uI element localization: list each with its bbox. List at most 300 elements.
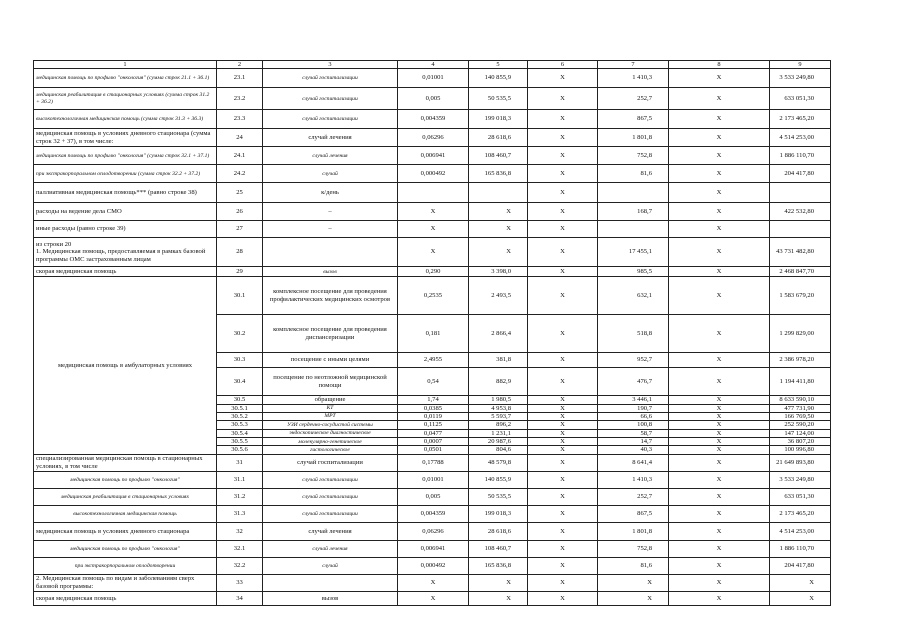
cell-col6: 100,8 [598, 421, 669, 429]
cell-col3 [398, 183, 469, 203]
cell-col6: 66,6 [598, 412, 669, 420]
column-number: 4 [398, 61, 469, 69]
row-number: 30.5.4 [217, 429, 263, 437]
cell-col8 [770, 183, 831, 203]
cell-col6: 1 410,3 [598, 471, 669, 488]
row-number: 24 [217, 129, 263, 147]
cell-col4: X [469, 221, 528, 238]
cell-col7: X [669, 368, 770, 396]
column-number: 8 [669, 61, 770, 69]
row-number: 31 [217, 454, 263, 471]
cell-col5: X [528, 165, 598, 183]
cell-col7: X [669, 315, 770, 353]
cell-col7: X [669, 429, 770, 437]
cell-col3: 0,17788 [398, 454, 469, 471]
row-unit: посещение по неотложной медицинской помощи [263, 368, 398, 396]
cell-col6: 985,5 [598, 267, 669, 277]
cell-col3: 0,0007 [398, 438, 469, 446]
cell-col4: 199 018,3 [469, 110, 528, 129]
cell-col3: 0,01001 [398, 471, 469, 488]
row-unit: посещение с иными целями [263, 353, 398, 368]
table-row [34, 591, 831, 605]
cell-col7: X [669, 522, 770, 540]
table-row [34, 147, 831, 165]
row-unit: случай госпитализации [263, 88, 398, 110]
cell-col8: 1 886 110,70 [770, 147, 831, 165]
row-name: медицинская реабилитация в стационарных условиях [34, 488, 217, 505]
cell-col6: 476,7 [598, 368, 669, 396]
cell-col7: X [669, 404, 770, 412]
cell-col5: X [528, 267, 598, 277]
cell-col4: 5 593,7 [469, 412, 528, 420]
row-unit [263, 238, 398, 267]
cell-col7: X [669, 471, 770, 488]
tariff-table [33, 60, 831, 606]
cell-col4: 48 579,8 [469, 454, 528, 471]
row-name: высокотехнологичная медицинская помощь (сумма строк 31.3 + 36.3) [34, 110, 217, 129]
cell-col3: 0,005 [398, 88, 469, 110]
cell-col3: 2,4955 [398, 353, 469, 368]
cell-col8: 3 533 249,80 [770, 471, 831, 488]
cell-col4: X [469, 238, 528, 267]
cell-col8: 1 299 829,00 [770, 315, 831, 353]
cell-col7: X [669, 591, 770, 605]
row-unit: случай [263, 165, 398, 183]
cell-col4: 896,2 [469, 421, 528, 429]
cell-col7: X [669, 88, 770, 110]
column-number: 2 [217, 61, 263, 69]
row-number: 24.2 [217, 165, 263, 183]
cell-col8: 147 124,00 [770, 429, 831, 437]
column-number: 5 [469, 61, 528, 69]
row-number: 30.1 [217, 277, 263, 315]
cell-col3: 0,1125 [398, 421, 469, 429]
cell-col7: X [669, 540, 770, 557]
cell-col8: X [770, 591, 831, 605]
cell-col6: 40,3 [598, 446, 669, 454]
cell-col7: X [669, 221, 770, 238]
row-unit: комплексное посещение для проведения профилактических медицинских осмотров [263, 277, 398, 315]
cell-col8: 8 633 590,10 [770, 396, 831, 404]
cell-col6: 17 455,1 [598, 238, 669, 267]
cell-col6: 752,8 [598, 540, 669, 557]
cell-col8: X [770, 574, 831, 591]
row-number: 28 [217, 238, 263, 267]
row-name: скорая медицинская помощь [34, 591, 217, 605]
cell-col3: 1,74 [398, 396, 469, 404]
column-number: 9 [770, 61, 831, 69]
cell-col4: 804,6 [469, 446, 528, 454]
cell-col5: X [528, 147, 598, 165]
cell-col8: 422 532,80 [770, 203, 831, 221]
cell-col8: 633 051,30 [770, 88, 831, 110]
cell-col3: 0,01001 [398, 69, 469, 88]
cell-col5: X [528, 488, 598, 505]
row-number: 30.5.2 [217, 412, 263, 420]
row-name: скорая медицинская помощь [34, 267, 217, 277]
row-name: при экстракорпоральном оплодотворении [34, 557, 217, 574]
cell-col7: X [669, 557, 770, 574]
cell-col5: X [528, 368, 598, 396]
cell-col4: X [469, 591, 528, 605]
cell-col8 [770, 221, 831, 238]
cell-col7: X [669, 446, 770, 454]
cell-col4: 50 535,5 [469, 488, 528, 505]
cell-col5: X [528, 183, 598, 203]
row-number: 33 [217, 574, 263, 591]
cell-col4: 2 493,5 [469, 277, 528, 315]
cell-col6: 3 446,1 [598, 396, 669, 404]
cell-col8: 204 417,80 [770, 557, 831, 574]
row-name: специализированная медицинская помощь в стационарных условиях, в том числе [34, 454, 217, 471]
row-number: 25 [217, 183, 263, 203]
cell-col7: X [669, 454, 770, 471]
table-row [34, 471, 831, 488]
cell-col7: X [669, 129, 770, 147]
row-name: при экстракорпоральном оплодотворении (сумма строк 32.2 + 37.2) [34, 165, 217, 183]
cell-col8: 2 468 847,70 [770, 267, 831, 277]
cell-col5: X [528, 110, 598, 129]
cell-col3: X [398, 238, 469, 267]
row-number: 23.1 [217, 69, 263, 88]
row-unit: вызов [263, 591, 398, 605]
cell-col5: X [528, 203, 598, 221]
cell-col4: 1 980,5 [469, 396, 528, 404]
cell-col4: 20 987,6 [469, 438, 528, 446]
cell-col4: 140 855,9 [469, 471, 528, 488]
cell-col7: X [669, 505, 770, 522]
row-unit: случай лечения [263, 129, 398, 147]
cell-col4: 108 460,7 [469, 540, 528, 557]
cell-col4: 28 618,6 [469, 522, 528, 540]
cell-col7: X [669, 396, 770, 404]
cell-col5: X [528, 505, 598, 522]
row-unit: гистологическое [263, 446, 398, 454]
table-row [34, 267, 831, 277]
cell-col4: 381,8 [469, 353, 528, 368]
row-number: 23.3 [217, 110, 263, 129]
cell-col5: X [528, 446, 598, 454]
column-number: 3 [263, 61, 398, 69]
cell-col3: 0,06296 [398, 522, 469, 540]
cell-col5: X [528, 396, 598, 404]
row-unit: УЗИ сердечно-сосудистой системы [263, 421, 398, 429]
row-name: 2. Медицинская помощь по видам и заболеваниям сверх базовой программы: [34, 574, 217, 591]
cell-col6: 81,6 [598, 165, 669, 183]
row-unit: случай госпитализации [263, 110, 398, 129]
cell-col5: X [528, 238, 598, 267]
cell-col5: X [528, 540, 598, 557]
row-unit: эндоскопическое диагностическое [263, 429, 398, 437]
row-unit [263, 574, 398, 591]
cell-col6: 1 801,8 [598, 129, 669, 147]
cell-col3: X [398, 221, 469, 238]
cell-col5: X [528, 454, 598, 471]
cell-col4: 50 535,5 [469, 88, 528, 110]
row-number: 30.5.6 [217, 446, 263, 454]
cell-col6: 867,5 [598, 505, 669, 522]
cell-col5: X [528, 129, 598, 147]
row-name: паллиативная медицинская помощь*** (равно строке 38) [34, 183, 217, 203]
cell-col4: 165 836,8 [469, 557, 528, 574]
cell-col6: X [598, 574, 669, 591]
cell-col8: 477 731,90 [770, 404, 831, 412]
cell-col4: 28 618,6 [469, 129, 528, 147]
cell-col8: 633 051,30 [770, 488, 831, 505]
column-number: 6 [528, 61, 598, 69]
cell-col3: 0,0477 [398, 429, 469, 437]
cell-col7: X [669, 203, 770, 221]
cell-col7: X [669, 438, 770, 446]
tariff-table-sheet [33, 60, 830, 606]
cell-col6: 952,7 [598, 353, 669, 368]
row-unit: вызов [263, 267, 398, 277]
table-row [34, 69, 831, 88]
cell-col3: 0,0385 [398, 404, 469, 412]
cell-col6: 252,7 [598, 488, 669, 505]
row-number: 30.4 [217, 368, 263, 396]
cell-col3: 0,000492 [398, 165, 469, 183]
row-number: 26 [217, 203, 263, 221]
row-number: 23.2 [217, 88, 263, 110]
table-row [34, 221, 831, 238]
row-name: медицинская помощь в условиях дневного стационара (сумма строк 32 + 37), в том числе: [34, 129, 217, 147]
cell-col8: 1 194 411,80 [770, 368, 831, 396]
row-unit: молекулярно-генетическое [263, 438, 398, 446]
row-number: 30.5.5 [217, 438, 263, 446]
cell-col6: 14,7 [598, 438, 669, 446]
cell-col8: 3 533 249,80 [770, 69, 831, 88]
cell-col3: 0,005 [398, 488, 469, 505]
cell-col7: X [669, 165, 770, 183]
cell-col6: 632,1 [598, 277, 669, 315]
cell-col8: 1 583 679,20 [770, 277, 831, 315]
row-unit: случай [263, 557, 398, 574]
column-number: 1 [34, 61, 217, 69]
row-number: 32 [217, 522, 263, 540]
table-row [34, 165, 831, 183]
cell-col8: 2 173 465,20 [770, 505, 831, 522]
row-number: 30.5 [217, 396, 263, 404]
table-row [34, 238, 831, 267]
row-unit: обращение [263, 396, 398, 404]
row-number: 34 [217, 591, 263, 605]
cell-col8: 100 996,80 [770, 446, 831, 454]
cell-col3: 0,2535 [398, 277, 469, 315]
row-name: медицинская помощь по профилю "онкология" [34, 471, 217, 488]
cell-col7: X [669, 421, 770, 429]
row-name: медицинская реабилитация в стационарных условиях (сумма строк 31.2 + 36.2) [34, 88, 217, 110]
row-name: иные расходы (равно строке 39) [34, 221, 217, 238]
table-row [34, 183, 831, 203]
table-row [34, 110, 831, 129]
table-row [34, 574, 831, 591]
row-name: из строки 20 1. Медицинская помощь, предоставляемая в рамках базовой программы ОМС застрахованным лицам [34, 238, 217, 267]
row-number: 30.5.1 [217, 404, 263, 412]
row-unit: к/день [263, 183, 398, 203]
cell-col5: X [528, 353, 598, 368]
cell-col5: X [528, 69, 598, 88]
cell-col7: X [669, 574, 770, 591]
cell-col5: X [528, 421, 598, 429]
table-row [34, 505, 831, 522]
row-number: 30.3 [217, 353, 263, 368]
row-unit: случай госпитализации [263, 471, 398, 488]
cell-col8: 252 590,20 [770, 421, 831, 429]
cell-col3: 0,004359 [398, 110, 469, 129]
cell-col7: X [669, 267, 770, 277]
cell-col3: 0,290 [398, 267, 469, 277]
table-row [34, 88, 831, 110]
cell-col8: 2 386 978,20 [770, 353, 831, 368]
cell-col4: 882,9 [469, 368, 528, 396]
cell-col7: X [669, 183, 770, 203]
cell-col8: 166 769,50 [770, 412, 831, 420]
row-unit: случай госпитализации [263, 69, 398, 88]
cell-col8: 36 807,20 [770, 438, 831, 446]
table-row [34, 540, 831, 557]
row-number: 31.2 [217, 488, 263, 505]
row-unit: случай лечения [263, 147, 398, 165]
row-name: расходы на ведение дела СМО [34, 203, 217, 221]
cell-col6 [598, 183, 669, 203]
cell-col8: 4 514 253,00 [770, 522, 831, 540]
cell-col4 [469, 183, 528, 203]
cell-col7: X [669, 238, 770, 267]
row-number: 32.1 [217, 540, 263, 557]
cell-col4: X [469, 574, 528, 591]
cell-col4: 1 231,1 [469, 429, 528, 437]
row-number: 27 [217, 221, 263, 238]
cell-col3: X [398, 574, 469, 591]
cell-col6: 81,6 [598, 557, 669, 574]
cell-col8: 204 417,80 [770, 165, 831, 183]
cell-col3: 0,181 [398, 315, 469, 353]
cell-col6: 867,5 [598, 110, 669, 129]
row-unit: комплексное посещение для проведения диспансеризации [263, 315, 398, 353]
table-row [34, 557, 831, 574]
row-number: 32.2 [217, 557, 263, 574]
cell-col6: 752,8 [598, 147, 669, 165]
row-number: 30.5.3 [217, 421, 263, 429]
row-unit: – [263, 221, 398, 238]
table-row [34, 203, 831, 221]
table-row [34, 488, 831, 505]
cell-col7: X [669, 110, 770, 129]
cell-col4: 140 855,9 [469, 69, 528, 88]
cell-col5: X [528, 574, 598, 591]
cell-col6: 168,7 [598, 203, 669, 221]
row-unit: случай лечения [263, 522, 398, 540]
ambulatory-label: медицинская помощь в амбулаторных условиях [34, 277, 217, 455]
cell-col3: 0,004359 [398, 505, 469, 522]
cell-col3: 0,006941 [398, 147, 469, 165]
cell-col5: X [528, 412, 598, 420]
cell-col8: 4 514 253,00 [770, 129, 831, 147]
column-number-row [34, 61, 831, 69]
row-number: 31.3 [217, 505, 263, 522]
cell-col7: X [669, 353, 770, 368]
row-name: высокотехнологичная медицинская помощь [34, 505, 217, 522]
cell-col6: 8 641,4 [598, 454, 669, 471]
cell-col3: 0,006941 [398, 540, 469, 557]
cell-col6 [598, 221, 669, 238]
cell-col5: X [528, 438, 598, 446]
cell-col7: X [669, 277, 770, 315]
cell-col6: 190,7 [598, 404, 669, 412]
cell-col4: 3 398,0 [469, 267, 528, 277]
cell-col6: X [598, 591, 669, 605]
cell-col5: X [528, 221, 598, 238]
cell-col8: 2 173 465,20 [770, 110, 831, 129]
cell-col8: 21 649 893,80 [770, 454, 831, 471]
row-unit: МРТ [263, 412, 398, 420]
cell-col3: X [398, 591, 469, 605]
cell-col5: X [528, 404, 598, 412]
cell-col7: X [669, 147, 770, 165]
row-number: 31.1 [217, 471, 263, 488]
cell-col5: X [528, 429, 598, 437]
column-number: 7 [598, 61, 669, 69]
row-number: 30.2 [217, 315, 263, 353]
cell-col3: 0,06296 [398, 129, 469, 147]
cell-col6: 518,8 [598, 315, 669, 353]
row-unit: случай госпитализации [263, 488, 398, 505]
table-row [34, 454, 831, 471]
cell-col6: 58,7 [598, 429, 669, 437]
cell-col5: X [528, 522, 598, 540]
cell-col5: X [528, 471, 598, 488]
cell-col3: 0,54 [398, 368, 469, 396]
cell-col3: 0,000492 [398, 557, 469, 574]
table-row [34, 277, 831, 315]
row-name: медицинская помощь по профилю "онкология" (сумма строк 32.1 + 37.1) [34, 147, 217, 165]
cell-col5: X [528, 557, 598, 574]
cell-col6: 1 410,3 [598, 69, 669, 88]
cell-col7: X [669, 488, 770, 505]
table-row [34, 522, 831, 540]
table-row [34, 129, 831, 147]
cell-col4: 199 018,3 [469, 505, 528, 522]
row-unit: – [263, 203, 398, 221]
cell-col3: X [398, 203, 469, 221]
row-unit: случай лечения [263, 540, 398, 557]
cell-col8: 1 886 110,70 [770, 540, 831, 557]
row-name: медицинская помощь по профилю "онкология" (сумма строк 21.1 + 36.1) [34, 69, 217, 88]
cell-col4: 4 953,8 [469, 404, 528, 412]
cell-col4: 165 836,8 [469, 165, 528, 183]
row-name: медицинская помощь по профилю "онкология" [34, 540, 217, 557]
cell-col3: 0,0501 [398, 446, 469, 454]
cell-col7: X [669, 69, 770, 88]
cell-col6: 1 801,8 [598, 522, 669, 540]
row-unit: КТ [263, 404, 398, 412]
cell-col8: 43 731 482,80 [770, 238, 831, 267]
cell-col6: 252,7 [598, 88, 669, 110]
cell-col5: X [528, 591, 598, 605]
cell-col3: 0,0119 [398, 412, 469, 420]
cell-col4: 2 866,4 [469, 315, 528, 353]
cell-col5: X [528, 277, 598, 315]
cell-col5: X [528, 88, 598, 110]
row-number: 24.1 [217, 147, 263, 165]
cell-col7: X [669, 412, 770, 420]
row-name: медицинская помощь в условиях дневного стационара [34, 522, 217, 540]
row-number: 29 [217, 267, 263, 277]
row-unit: случай госпитализации [263, 454, 398, 471]
row-unit: случай госпитализации [263, 505, 398, 522]
cell-col4: 108 460,7 [469, 147, 528, 165]
